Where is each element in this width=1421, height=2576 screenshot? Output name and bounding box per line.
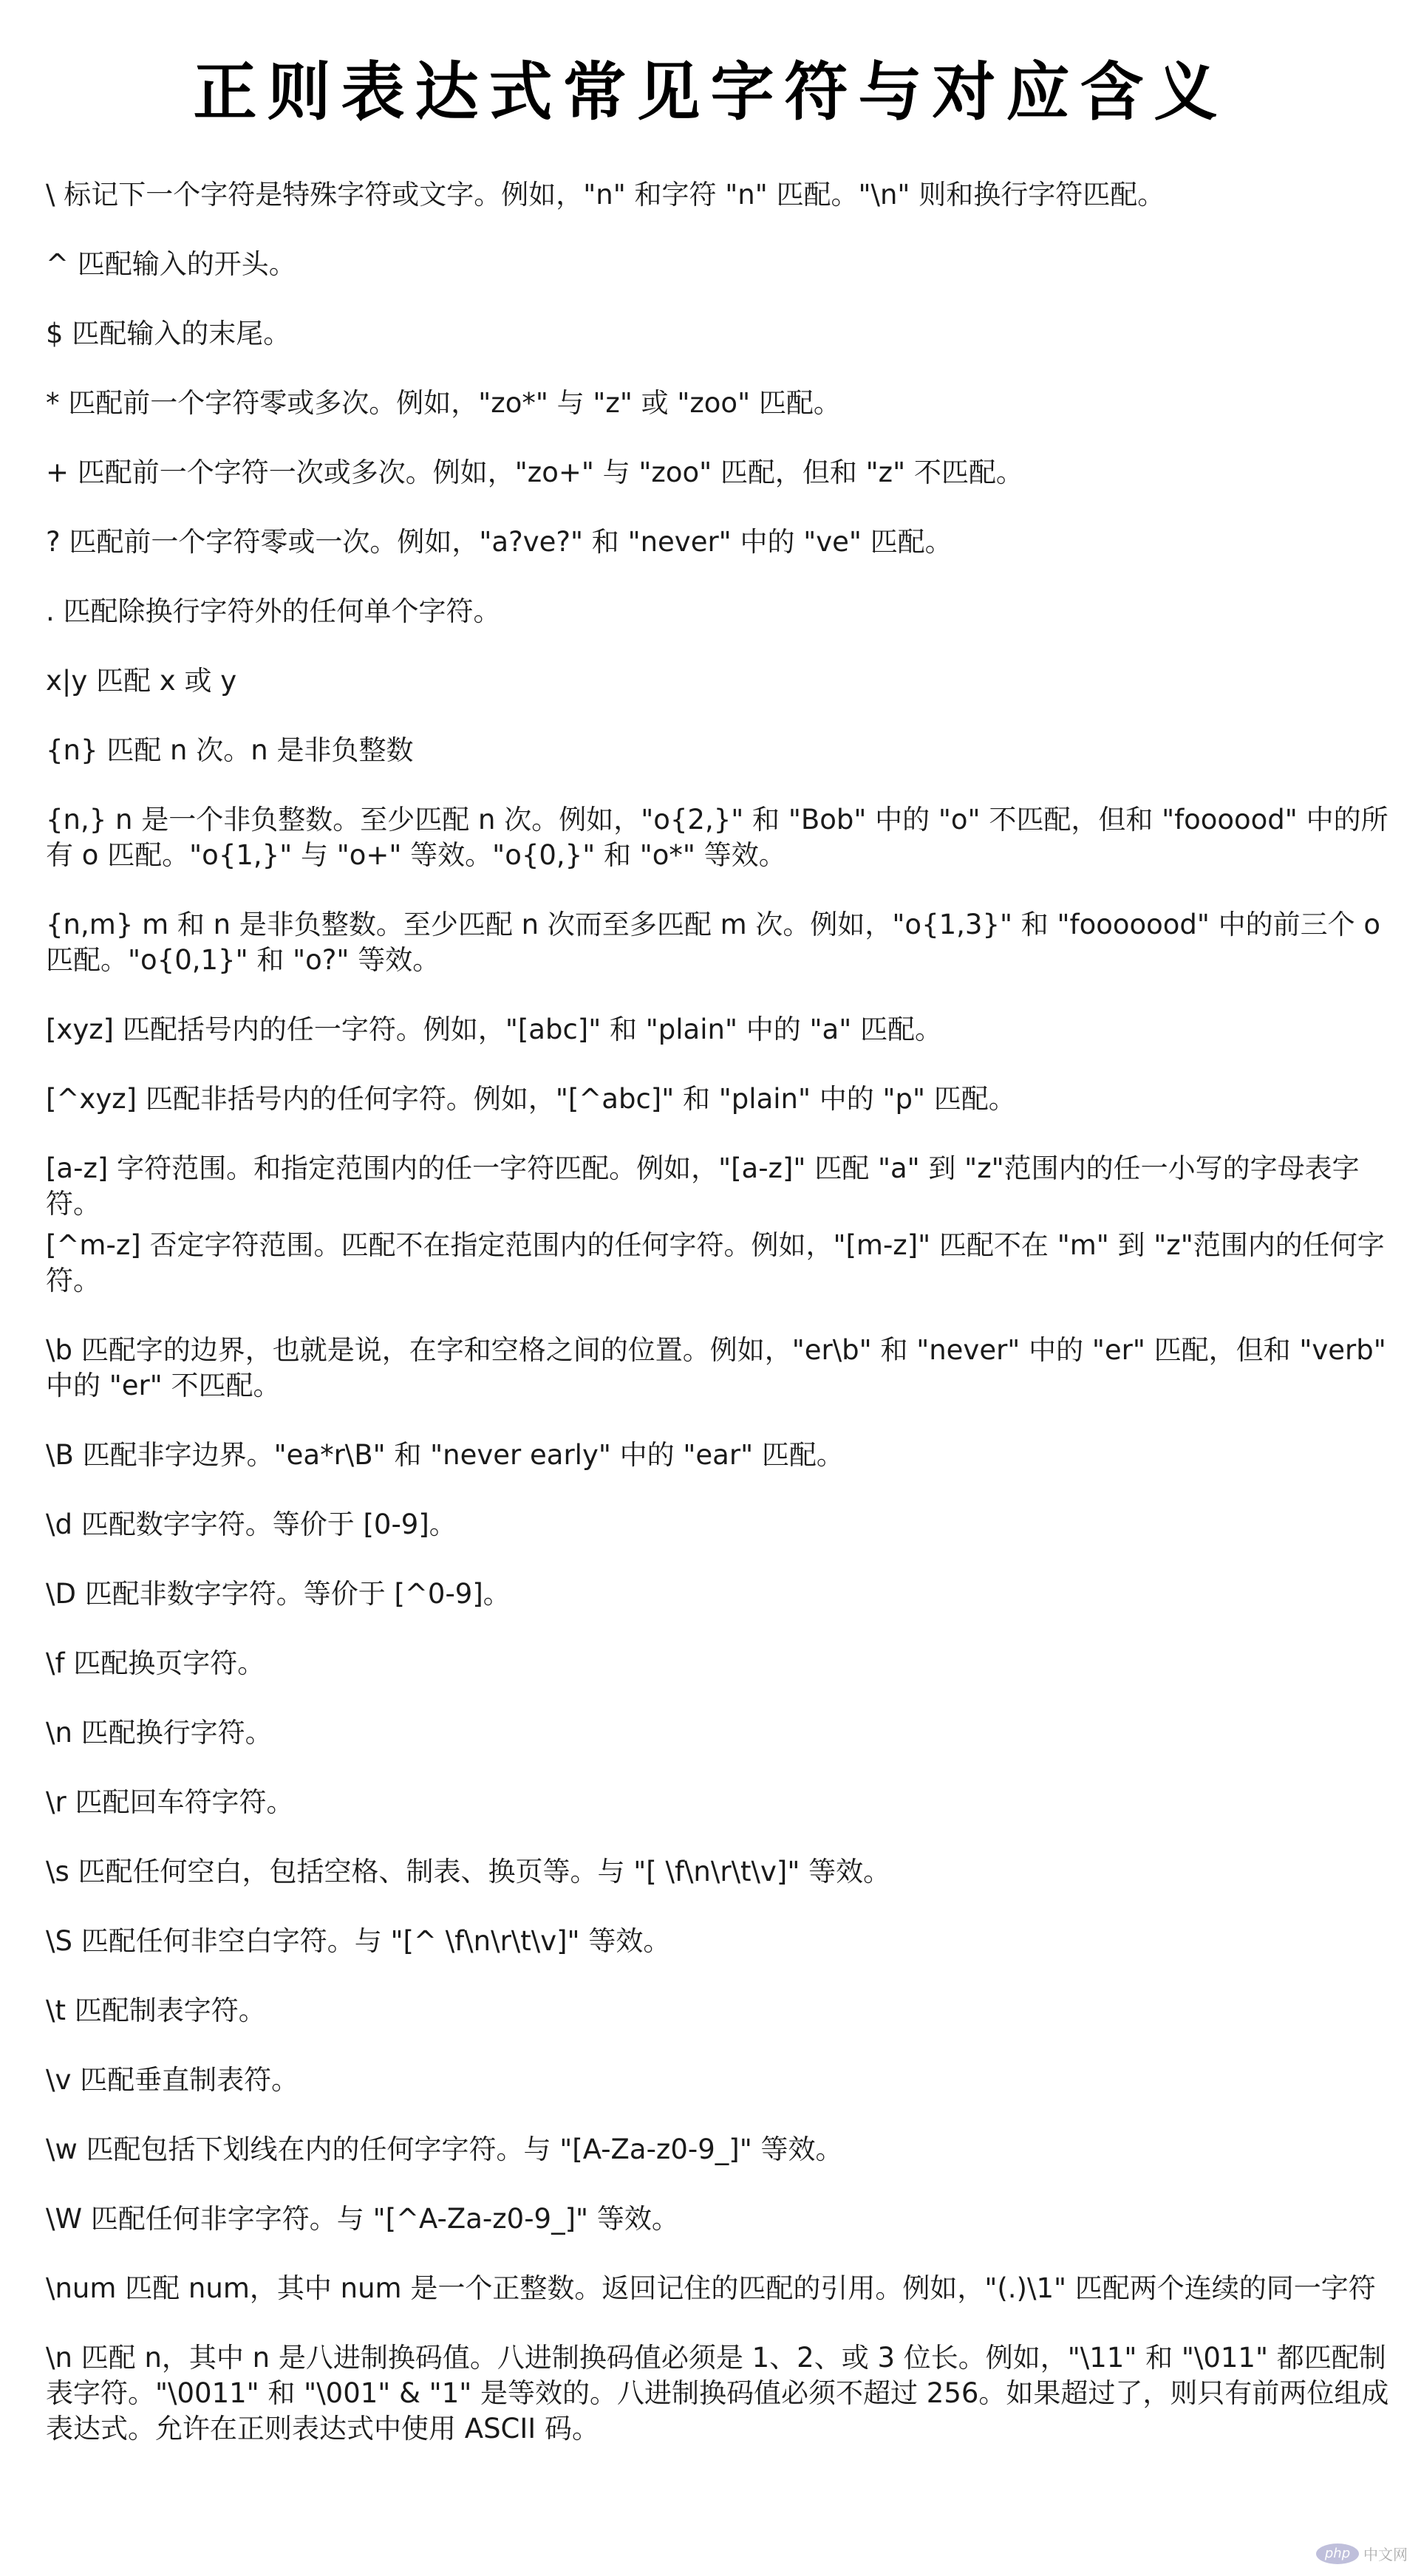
entry-plus: + 匹配前一个字符一次或多次。例如，"zo+" 与 "zoo" 匹配，但和 "z" 不匹配。 (46, 457, 1023, 488)
entry-question-mark: ? 匹配前一个字符零或一次。例如，"a?ve?" 和 "never" 中的 "ve" 匹配。 (46, 526, 953, 558)
entry-carriage-return: \r 匹配回车符字符。 (46, 1786, 294, 1818)
page-title: 正则表达式常见字符与对应含义 (193, 55, 1228, 129)
entry-non-whitespace: \S 匹配任何非空白字符。与 "[^ \f\n\r\t\v]" 等效。 (46, 1925, 671, 1957)
entry-dot: . 匹配除换行字符外的任何单个字符。 (46, 595, 501, 627)
entry-octal-escape: \n 匹配 n，其中 n 是八进制换码值。八进制换码值必须是 1、2、或 3 位长。例如，"\11" 和 "\011" 都匹配制表字符。"\0011" 和 "\001" & "1" 是等效的。八进制换码值必须不超过 256。如果超过了，则只有前两位组成表达式。允许在正则表达式中使用 ASCII 码。 (46, 2342, 1389, 2445)
entry-form-feed: \f 匹配换页字符。 (46, 1647, 265, 1679)
entry-quantifier-n-m: {n,m} m 和 n 是非负整数。至少匹配 n 次而至多匹配 m 次。例如，"o{1,3}" 和 "fooooood" 中的前三个 o 匹配。"o{0,1}" 和 "o?" 等效。 (46, 909, 1381, 976)
entry-non-digit: \D 匹配非数字字符。等价于 [^0-9]。 (46, 1578, 511, 1610)
entry-word-boundary: \b 匹配字的边界，也就是说，在字和空格之间的位置。例如，"er\b" 和 "never" 中的 "er" 匹配，但和 "verb" 中的 "er" 不匹配。 (46, 1334, 1386, 1401)
php-logo-icon: php (1316, 2543, 1359, 2564)
entry-digit: \d 匹配数字字符。等价于 [0-9]。 (46, 1509, 457, 1540)
entry-vertical-tab: \v 匹配垂直制表符。 (46, 2064, 299, 2096)
watermark-text: 中文网 (1363, 2546, 1408, 2563)
entry-asterisk: * 匹配前一个字符零或多次。例如，"zo*" 与 "z" 或 "zoo" 匹配。 (46, 387, 841, 419)
entry-quantifier-n-plus: {n,} n 是一个非负整数。至少匹配 n 次。例如，"o{2,}" 和 "Bob" 中的 "o" 不匹配，但和 "foooood" 中的所有 o 匹配。"o{1,}" 与 "o+" 等效。"o{0,}" 和 "o*" 等效。 (46, 804, 1388, 871)
entry-backreference: \num 匹配 num，其中 num 是一个正整数。返回记住的匹配的引用。例如，"(.)\1" 匹配两个连续的同一字符 (46, 2272, 1376, 2304)
entry-char-range: [a-z] 字符范围。和指定范围内的任一字符匹配。例如，"[a-z]" 匹配 "a" 到 "z"范围内的任一小写的字母表字符。 (46, 1152, 1360, 1220)
entry-backslash: \ 标记下一个字符是特殊字符或文字。例如，"n" 和字符 "n" 匹配。"\n" 则和换行字符匹配。 (46, 179, 1165, 211)
entry-word-char: \w 匹配包括下划线在内的任何字字符。与 "[A-Za-z0-9_]" 等效。 (46, 2133, 843, 2165)
entry-alternation: x|y 匹配 x 或 y (46, 665, 237, 697)
entry-non-word-boundary: \B 匹配非字边界。"ea*r\B" 和 "never early" 中的 "ear" 匹配。 (46, 1439, 844, 1471)
entry-dollar: $ 匹配输入的末尾。 (46, 318, 291, 349)
entry-newline: \n 匹配换行字符。 (46, 1717, 273, 1749)
entry-quantifier-n: {n} 匹配 n 次。n 是非负整数 (46, 734, 414, 766)
regex-entry-list (46, 177, 1404, 2447)
entry-negated-char-range: [^m-z] 否定字符范围。匹配不在指定范围内的任何字符。例如，"[m-z]" 匹配不在 "m" 到 "z"范围内的任何字符。 (46, 1229, 1385, 1296)
entry-char-set: [xyz] 匹配括号内的任一字符。例如，"[abc]" 和 "plain" 中的 "a" 匹配。 (46, 1014, 942, 1045)
entry-negated-char-set: [^xyz] 匹配非括号内的任何字符。例如，"[^abc]" 和 "plain" 中的 "p" 匹配。 (46, 1083, 1016, 1115)
entry-non-word-char: \W 匹配任何非字字符。与 "[^A-Za-z0-9_]" 等效。 (46, 2203, 679, 2235)
entry-caret: ^ 匹配输入的开头。 (46, 248, 296, 280)
entry-tab: \t 匹配制表字符。 (46, 1995, 266, 2026)
watermark (1316, 2543, 1408, 2564)
entry-whitespace: \s 匹配任何空白，包括空格、制表、换页等。与 "[ \f\n\r\t\v]" 等效。 (46, 1856, 891, 1887)
